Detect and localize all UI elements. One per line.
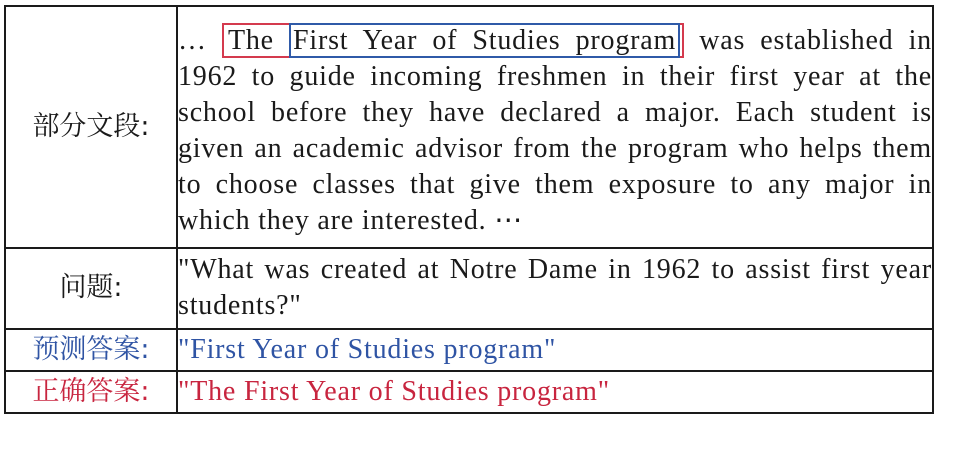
gold-answer-highlight [222, 23, 684, 58]
qa-example-table [4, 5, 934, 414]
gold-answer-row [5, 371, 933, 413]
passage-text [177, 6, 933, 248]
question-label: 问题: [5, 248, 177, 329]
question-row [5, 248, 933, 329]
passage-rest: was established in 1962 to guide incoming freshmen in their first year at the school before they have declared a major. Each student is given an academic advisor from the program who helps them to choose classes that give them exposure to any major in which they are interested. ⋯ [178, 25, 932, 236]
predicted-answer-highlight: First Year of Studies program [289, 23, 680, 58]
predicted-answer-text: "First Year of Studies program" [177, 329, 933, 371]
passage-lead: … [178, 25, 222, 56]
gold-answer-text: "The First Year of Studies program" [177, 371, 933, 413]
gold-prefix-text: The [227, 25, 289, 56]
gold-answer-label: 正确答案: [5, 371, 177, 413]
predicted-answer-row [5, 329, 933, 371]
passage-row [5, 6, 933, 248]
predicted-answer-label: 预测答案: [5, 329, 177, 371]
passage-label: 部分文段: [5, 6, 177, 248]
question-text: "What was created at Notre Dame in 1962 to assist first year students?" [177, 248, 933, 329]
